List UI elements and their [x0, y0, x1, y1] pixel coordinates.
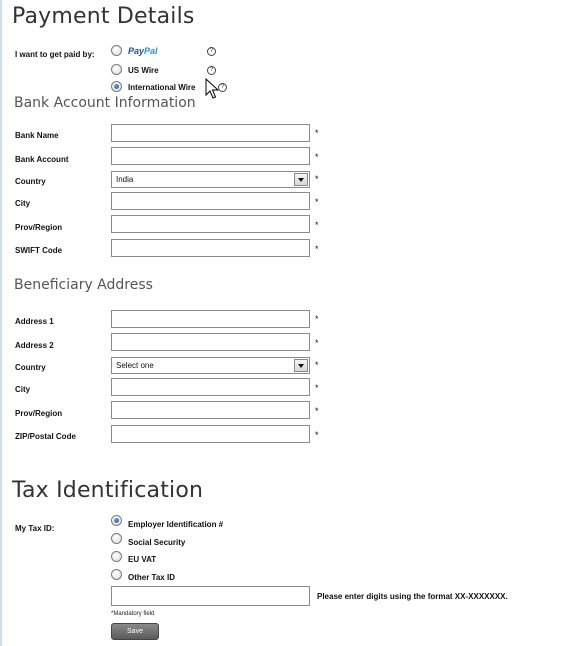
bank-country-label: Country: [15, 177, 46, 186]
beneficiary-prov-input[interactable]: [111, 401, 310, 419]
paypal-radio[interactable]: [111, 45, 122, 56]
save-button[interactable]: Save: [111, 623, 159, 640]
us-wire-help-icon[interactable]: ?: [207, 66, 216, 75]
eu-vat-label: EU VAT: [128, 555, 157, 564]
tax-section-title: Tax Identification: [12, 478, 204, 503]
zip-input[interactable]: [111, 425, 310, 443]
mandatory-field-note: *Mandatory field: [111, 611, 155, 617]
required-mark: *: [315, 244, 319, 254]
swift-code-input[interactable]: [111, 239, 310, 257]
beneficiary-prov-label: Prov/Region: [15, 409, 63, 418]
bank-city-input[interactable]: [111, 192, 310, 210]
tax-id-format-hint: Please enter digits using the format XX-XXXXXXX.: [317, 592, 508, 601]
beneficiary-country-value: Select one: [116, 361, 154, 370]
zip-label: ZIP/Postal Code: [15, 432, 76, 441]
bank-account-label: Bank Account: [15, 155, 69, 164]
required-mark: *: [315, 314, 319, 324]
social-security-label: Social Security: [128, 538, 186, 547]
bank-name-label: Bank Name: [15, 131, 59, 140]
bank-country-select[interactable]: [111, 171, 310, 188]
required-mark: *: [315, 383, 319, 393]
beneficiary-city-input[interactable]: [111, 378, 310, 396]
us-wire-label: US Wire: [128, 66, 159, 75]
chevron-down-icon[interactable]: [294, 173, 308, 186]
required-mark: *: [315, 152, 319, 162]
mouse-cursor-icon: [205, 78, 219, 100]
international-wire-help-icon[interactable]: ?: [218, 83, 227, 92]
eu-vat-radio[interactable]: [111, 551, 122, 562]
bank-account-input[interactable]: [111, 147, 310, 165]
address1-input[interactable]: [111, 310, 310, 328]
address1-label: Address 1: [15, 317, 54, 326]
beneficiary-country-label: Country: [15, 363, 46, 372]
chevron-down-icon[interactable]: [294, 359, 308, 372]
required-mark: *: [315, 128, 319, 138]
paypal-help-icon[interactable]: ?: [207, 47, 216, 56]
paid-by-label: I want to get paid by:: [15, 50, 95, 59]
bank-prov-label: Prov/Region: [15, 223, 63, 232]
swift-code-label: SWIFT Code: [15, 246, 63, 255]
tax-id-input[interactable]: [111, 586, 310, 606]
employer-id-label: Employer Identification #: [128, 520, 224, 529]
international-wire-radio[interactable]: [111, 81, 122, 92]
required-mark: *: [315, 406, 319, 416]
international-wire-label: International Wire: [128, 83, 196, 92]
other-tax-id-label: Other Tax ID: [128, 573, 175, 582]
tax-id-label: My Tax ID:: [15, 524, 55, 533]
required-mark: *: [315, 174, 319, 184]
beneficiary-section-title: Beneficiary Address: [14, 277, 153, 293]
page-title: Payment Details: [12, 4, 195, 29]
us-wire-radio[interactable]: [111, 64, 122, 75]
required-mark: *: [315, 338, 319, 348]
employer-id-radio[interactable]: [111, 515, 122, 526]
other-tax-id-radio[interactable]: [111, 569, 122, 580]
bank-country-value: India: [116, 175, 134, 184]
bank-name-input[interactable]: [111, 124, 310, 142]
required-mark: *: [315, 360, 319, 370]
bank-section-title: Bank Account Information: [14, 95, 196, 111]
beneficiary-country-select[interactable]: [111, 357, 310, 374]
required-mark: *: [315, 220, 319, 230]
paypal-logo: PayPal: [128, 46, 158, 56]
beneficiary-city-label: City: [15, 385, 31, 394]
required-mark: *: [315, 197, 319, 207]
required-mark: *: [315, 430, 319, 440]
address2-input[interactable]: [111, 333, 310, 351]
left-border: [0, 0, 2, 646]
bank-city-label: City: [15, 199, 31, 208]
address2-label: Address 2: [15, 341, 54, 350]
bank-prov-input[interactable]: [111, 215, 310, 233]
social-security-radio[interactable]: [111, 533, 122, 544]
